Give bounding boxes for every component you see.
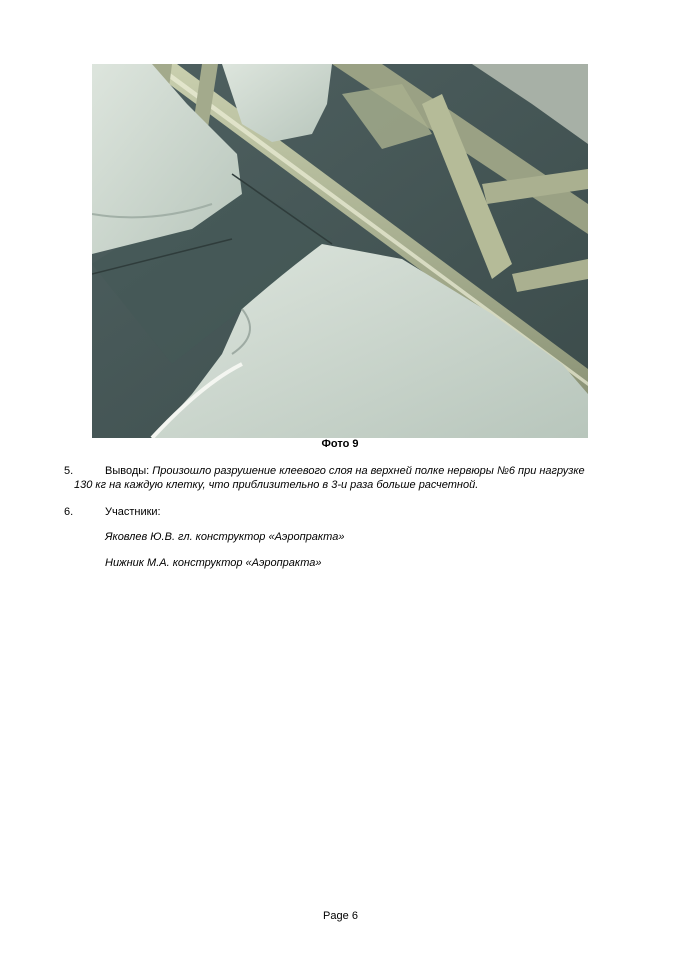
conclusions-label: Выводы: — [105, 465, 150, 477]
participant-item: Нижник М.А. конструктор «Аэропракта» — [105, 557, 322, 569]
conclusions-line-1 — [105, 464, 625, 478]
conclusions-section — [0, 464, 681, 494]
participant-item: Яковлев Ю.В. гл. конструктор «Аэропракта» — [105, 531, 345, 543]
conclusions-text-1: Произошло разрушение клеевого слоя на верхней полке нервюры №6 при нагрузке — [152, 465, 585, 477]
page-label: Page — [323, 910, 349, 922]
photo-caption: Фото 9 — [321, 438, 359, 450]
conclusions-line-2: 130 кг на каждую клетку, что приблизительно в 3-и раза больше расчетной. — [74, 479, 479, 491]
test-photo — [92, 64, 588, 438]
page-number: 6 — [351, 910, 358, 922]
participants-section — [0, 505, 681, 519]
conclusions-number: 5. — [64, 465, 74, 477]
page-footer — [0, 910, 681, 922]
participants-number: 6. — [64, 506, 74, 518]
participants-label: Участники: — [105, 506, 161, 518]
